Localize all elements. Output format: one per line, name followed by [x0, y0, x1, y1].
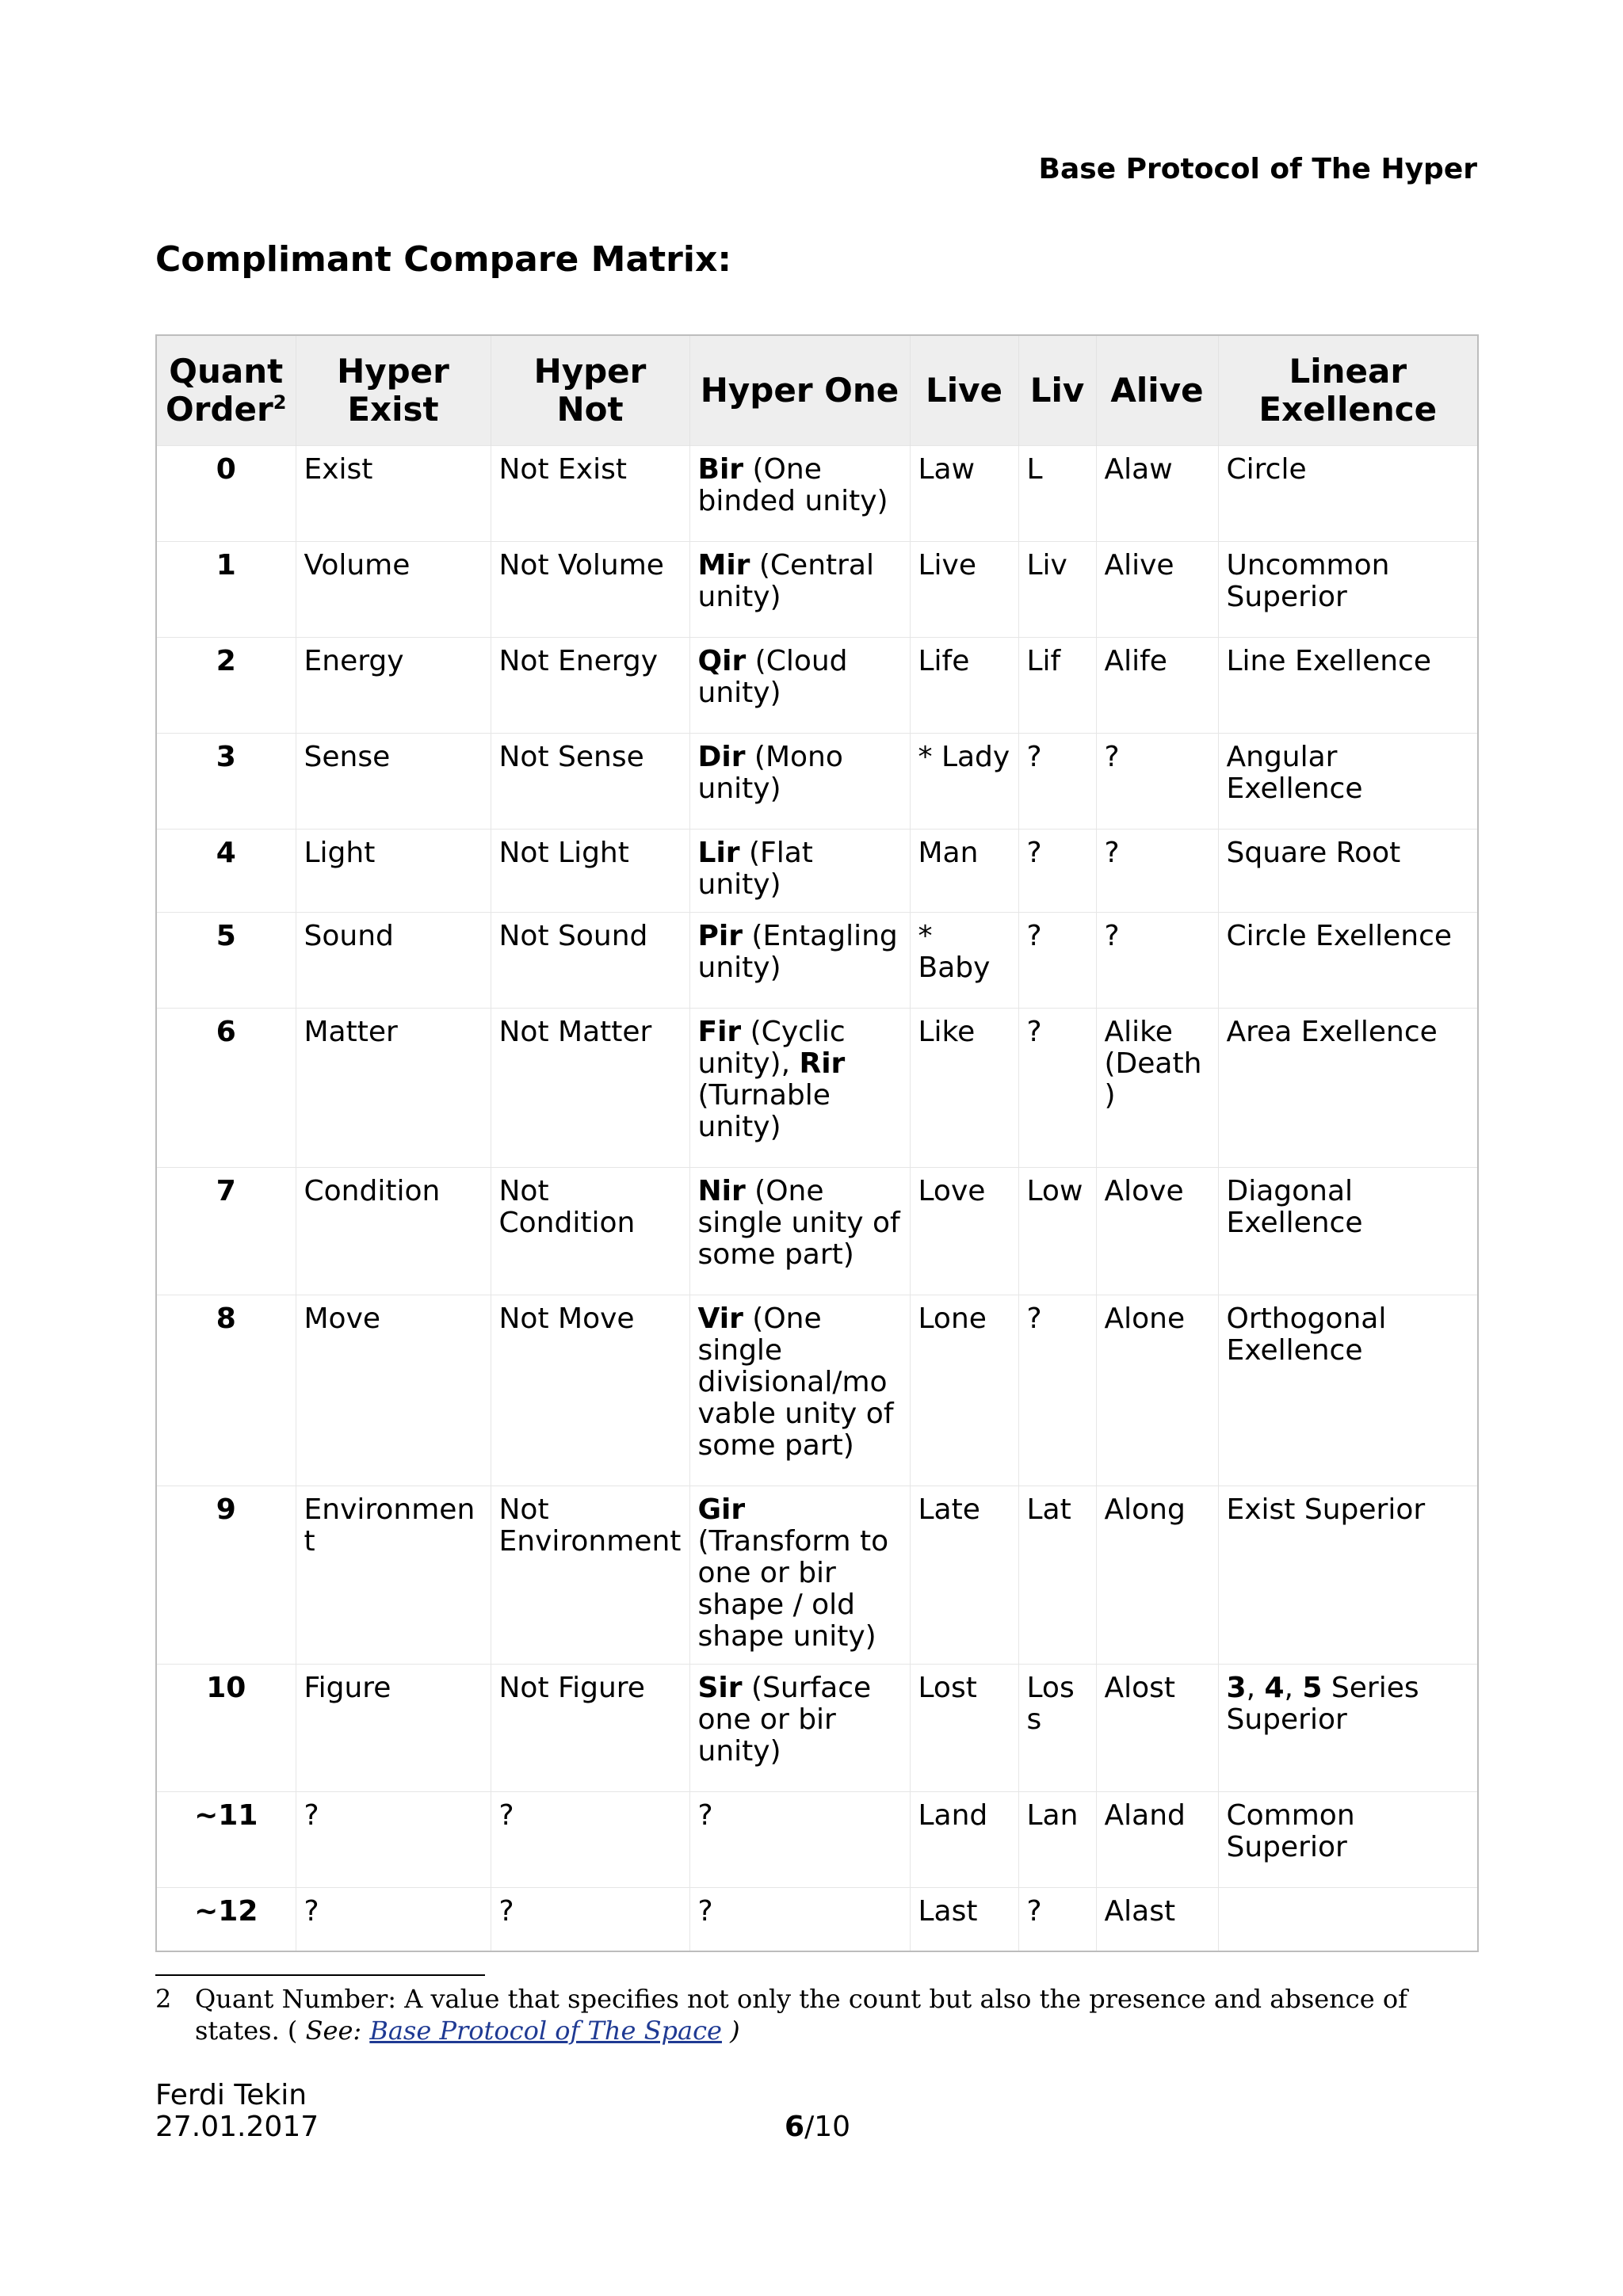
table-row — [156, 542, 1478, 638]
header-linear-exellence: Linear Exellence — [1218, 335, 1478, 446]
header-hyper-one: Hyper One — [689, 335, 910, 446]
cell-hyper-one — [689, 830, 910, 913]
cell-linear: Common Superior — [1218, 1792, 1478, 1888]
cell-hyper-exist: Light — [296, 830, 491, 913]
cell-alive: Along — [1096, 1486, 1218, 1665]
footer-date: 27.01.2017 — [155, 2111, 319, 2143]
cell-liv: Loss — [1018, 1665, 1096, 1792]
cell-hyper-exist: Environment — [296, 1486, 491, 1665]
series-superior-text: Series Superior — [1226, 1672, 1419, 1736]
cell-live: Law — [910, 446, 1018, 542]
cell-alive: Alone — [1096, 1295, 1218, 1486]
cell-liv: ? — [1018, 1295, 1096, 1486]
cell-order: 7 — [156, 1168, 296, 1295]
cell-hyper-one-term-2: Rir — [799, 1047, 846, 1080]
cell-liv: ? — [1018, 913, 1096, 1009]
cell-order: 5 — [156, 913, 296, 1009]
cell-linear: Line Exellence — [1218, 638, 1478, 734]
table-row — [156, 734, 1478, 830]
table-row — [156, 1792, 1478, 1888]
section-title: Complimant Compare Matrix: — [155, 239, 731, 280]
table-row — [156, 1295, 1478, 1486]
table-header-row — [156, 335, 1478, 446]
page-total: /10 — [804, 2111, 850, 2143]
cell-hyper-one-term: Pir — [697, 920, 743, 952]
table-row — [156, 1486, 1478, 1665]
cell-liv: Low — [1018, 1168, 1096, 1295]
cell-order: 2 — [156, 638, 296, 734]
compare-matrix-table — [155, 334, 1479, 1952]
page-number — [785, 2111, 850, 2143]
header-alive: Alive — [1096, 335, 1218, 446]
cell-hyper-one-desc: (Mono unity) — [697, 741, 843, 805]
footnote-close: ) — [721, 2016, 740, 2046]
cell-hyper-not: Not Volume — [491, 542, 689, 638]
cell-hyper-one — [689, 1168, 910, 1295]
cell-hyper-not: Not Condition — [491, 1168, 689, 1295]
cell-alive: Aland — [1096, 1792, 1218, 1888]
cell-live: * Baby — [910, 913, 1018, 1009]
cell-order: 4 — [156, 830, 296, 913]
cell-hyper-exist: ? — [296, 1792, 491, 1888]
cell-live: Last — [910, 1888, 1018, 1951]
cell-order: 0 — [156, 446, 296, 542]
cell-hyper-one-term: Vir — [697, 1302, 743, 1335]
cell-hyper-one-term: Mir — [697, 549, 750, 582]
cell-live: Land — [910, 1792, 1018, 1888]
cell-hyper-not: Not Exist — [491, 446, 689, 542]
cell-live: Late — [910, 1486, 1018, 1665]
cell-hyper-one-desc: ? — [697, 1895, 713, 1928]
cell-hyper-one — [689, 542, 910, 638]
cell-alive: ? — [1096, 830, 1218, 913]
footnote-body — [195, 1983, 1471, 2046]
cell-hyper-not: Not Light — [491, 830, 689, 913]
header-quant-order — [156, 335, 296, 446]
cell-liv: Lan — [1018, 1792, 1096, 1888]
cell-alive: Alaw — [1096, 446, 1218, 542]
cell-hyper-not: Not Figure — [491, 1665, 689, 1792]
cell-hyper-not: Not Sense — [491, 734, 689, 830]
cell-live: Life — [910, 638, 1018, 734]
cell-linear — [1218, 1888, 1478, 1951]
cell-liv: L — [1018, 446, 1096, 542]
cell-alive: Alost — [1096, 1665, 1218, 1792]
footnote-see: See: — [305, 2016, 370, 2046]
cell-liv: Lif — [1018, 638, 1096, 734]
cell-hyper-one-term: Qir — [697, 645, 747, 677]
cell-hyper-exist: Figure — [296, 1665, 491, 1792]
cell-hyper-not: ? — [491, 1792, 689, 1888]
cell-hyper-one-term: Sir — [697, 1672, 743, 1704]
cell-liv: ? — [1018, 1009, 1096, 1168]
header-live: Live — [910, 335, 1018, 446]
cell-hyper-exist: Condition — [296, 1168, 491, 1295]
cell-hyper-exist: Move — [296, 1295, 491, 1486]
cell-hyper-one — [689, 1792, 910, 1888]
cell-live: Man — [910, 830, 1018, 913]
cell-hyper-not: Not Energy — [491, 638, 689, 734]
cell-alive: Alove — [1096, 1168, 1218, 1295]
table-row — [156, 1665, 1478, 1792]
cell-hyper-one-term: Lir — [697, 837, 740, 869]
cell-hyper-one-desc: (Central unity) — [697, 549, 874, 613]
cell-order: 10 — [156, 1665, 296, 1792]
cell-linear — [1218, 1665, 1478, 1792]
cell-alive: Alast — [1096, 1888, 1218, 1951]
cell-hyper-not: Not Environment — [491, 1486, 689, 1665]
cell-hyper-not: Not Move — [491, 1295, 689, 1486]
footnote-link[interactable]: Base Protocol of The Space — [369, 2016, 722, 2046]
cell-linear: Exist Superior — [1218, 1486, 1478, 1665]
cell-alive: Alive — [1096, 542, 1218, 638]
cell-hyper-one-desc: (Cloud unity) — [697, 645, 848, 709]
cell-liv: Lat — [1018, 1486, 1096, 1665]
table-row — [156, 1009, 1478, 1168]
footnote-text: Quant Number: A value that specifies not only the count but also the presence and absence of states. ( — [195, 1984, 1407, 2046]
cell-hyper-one — [689, 1486, 910, 1665]
cell-hyper-one — [689, 1888, 910, 1951]
cell-hyper-one-desc: (Entagling unity) — [697, 920, 898, 984]
cell-order: 3 — [156, 734, 296, 830]
cell-live: Lone — [910, 1295, 1018, 1486]
cell-order: 6 — [156, 1009, 296, 1168]
cell-hyper-exist: ? — [296, 1888, 491, 1951]
cell-alive: ? — [1096, 913, 1218, 1009]
cell-linear: Area Exellence — [1218, 1009, 1478, 1168]
cell-hyper-one-desc: (Flat unity) — [697, 837, 813, 901]
cell-live: Live — [910, 542, 1018, 638]
series-separator: , — [1246, 1672, 1265, 1704]
cell-live: Like — [910, 1009, 1018, 1168]
cell-hyper-one — [689, 638, 910, 734]
cell-hyper-one — [689, 1009, 910, 1168]
cell-order: 1 — [156, 542, 296, 638]
table-row — [156, 1888, 1478, 1951]
cell-alive: Alike (Death) — [1096, 1009, 1218, 1168]
table-row — [156, 830, 1478, 913]
cell-linear: Circle — [1218, 446, 1478, 542]
cell-hyper-exist: Matter — [296, 1009, 491, 1168]
cell-linear: Angular Exellence — [1218, 734, 1478, 830]
cell-hyper-exist: Energy — [296, 638, 491, 734]
cell-liv: ? — [1018, 1888, 1096, 1951]
cell-live: Love — [910, 1168, 1018, 1295]
cell-hyper-one-desc: (One single divisional/movable unity of some part) — [697, 1302, 894, 1462]
cell-hyper-exist: Exist — [296, 446, 491, 542]
cell-hyper-one-desc: ? — [697, 1799, 713, 1832]
cell-order: ~11 — [156, 1792, 296, 1888]
header-quant-order-label: Quant Order — [166, 352, 284, 429]
cell-linear: Orthogonal Exellence — [1218, 1295, 1478, 1486]
table-row — [156, 638, 1478, 734]
cell-hyper-one — [689, 1295, 910, 1486]
footnote — [155, 1983, 1471, 2046]
cell-order: 8 — [156, 1295, 296, 1486]
cell-hyper-one-desc: (Transform to one or bir shape / old shape unity) — [697, 1525, 889, 1653]
cell-hyper-not: ? — [491, 1888, 689, 1951]
header-hyper-not: Hyper Not — [491, 335, 689, 446]
cell-linear: Square Root — [1218, 830, 1478, 913]
footnote-number: 2 — [155, 1984, 172, 2014]
cell-hyper-one-desc: (One single unity of some part) — [697, 1175, 900, 1271]
page-current: 6 — [785, 2111, 805, 2143]
cell-liv: ? — [1018, 734, 1096, 830]
cell-hyper-one-term: Gir — [697, 1493, 746, 1526]
cell-hyper-one-term: Fir — [697, 1016, 742, 1048]
series-number-5: 5 — [1302, 1672, 1323, 1704]
cell-hyper-one-desc: (Surface one or bir unity) — [697, 1672, 872, 1768]
footnote-ref: 2 — [273, 391, 287, 414]
cell-hyper-one — [689, 734, 910, 830]
series-number-4: 4 — [1264, 1672, 1285, 1704]
series-number-3: 3 — [1226, 1672, 1247, 1704]
cell-hyper-one — [689, 446, 910, 542]
table-row — [156, 1168, 1478, 1295]
table-row — [156, 446, 1478, 542]
cell-order: 9 — [156, 1486, 296, 1665]
cell-hyper-one — [689, 1665, 910, 1792]
cell-hyper-one-desc: (One binded unity) — [697, 453, 888, 517]
footnote-separator — [155, 1974, 485, 1976]
cell-alive: Alife — [1096, 638, 1218, 734]
cell-hyper-not: Not Matter — [491, 1009, 689, 1168]
cell-hyper-one-desc-2: (Turnable unity) — [697, 1079, 831, 1143]
cell-hyper-exist: Sense — [296, 734, 491, 830]
cell-hyper-one-term: Dir — [697, 741, 746, 773]
cell-alive: ? — [1096, 734, 1218, 830]
cell-liv: Liv — [1018, 542, 1096, 638]
cell-live: * Lady — [910, 734, 1018, 830]
series-separator: , — [1284, 1672, 1303, 1704]
cell-hyper-one — [689, 913, 910, 1009]
cell-hyper-one-term: Bir — [697, 453, 744, 486]
header-liv: Liv — [1018, 335, 1096, 446]
cell-order: ~12 — [156, 1888, 296, 1951]
cell-hyper-not: Not Sound — [491, 913, 689, 1009]
table-row — [156, 913, 1478, 1009]
cell-linear: Circle Exellence — [1218, 913, 1478, 1009]
cell-hyper-one-term: Nir — [697, 1175, 746, 1207]
header-hyper-exist: Hyper Exist — [296, 335, 491, 446]
cell-live: Lost — [910, 1665, 1018, 1792]
document-header-title: Base Protocol of The Hyper — [1038, 153, 1477, 185]
cell-hyper-exist: Volume — [296, 542, 491, 638]
footer-author: Ferdi Tekin — [155, 2079, 307, 2111]
cell-hyper-one-desc: (Cyclic unity), — [697, 1016, 846, 1080]
cell-linear: Diagonal Exellence — [1218, 1168, 1478, 1295]
cell-liv: ? — [1018, 830, 1096, 913]
cell-hyper-exist: Sound — [296, 913, 491, 1009]
cell-linear: Uncommon Superior — [1218, 542, 1478, 638]
